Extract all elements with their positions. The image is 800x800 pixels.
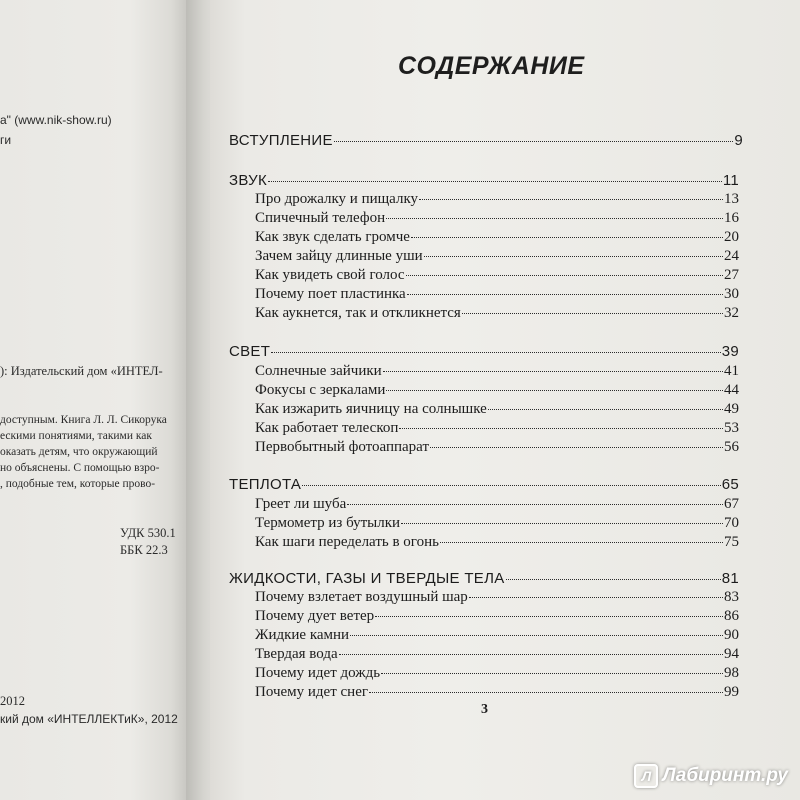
copyright-line: кий дом «ИНТЕЛЛЕКТиК», 2012 — [0, 712, 178, 726]
toc-item — [255, 227, 739, 247]
toc-page-number: 65 — [721, 476, 739, 493]
leader-dots — [375, 616, 723, 617]
leader-dots — [430, 447, 723, 448]
leader-dots — [407, 294, 723, 295]
watermark-text: Лабиринт.ру — [662, 765, 788, 786]
toc-item — [255, 265, 739, 285]
toc-page-number: 86 — [724, 608, 739, 624]
leader-dots — [369, 692, 723, 693]
leader-dots — [419, 199, 723, 200]
bbk-code: ББК 22.3 — [120, 543, 168, 557]
toc-page-number: 67 — [724, 496, 739, 512]
toc-page-number: 41 — [724, 363, 739, 379]
toc-page-number: 27 — [724, 267, 739, 283]
toc-page-number: 70 — [724, 515, 739, 531]
leader-dots — [386, 218, 723, 219]
annotation-line: , подобные тем, которые прово- — [0, 478, 156, 490]
leader-dots — [383, 371, 723, 372]
toc-item — [255, 189, 739, 209]
toc-item — [255, 418, 739, 438]
toc-page-number: 11 — [722, 172, 739, 189]
toc-page-number: 24 — [724, 248, 739, 264]
page-title: СОДЕРЖАНИЕ — [398, 52, 585, 80]
toc-item-label: Как аукнется, так и откликнется — [255, 305, 461, 321]
toc-item-label: Термометр из бутылки — [255, 515, 401, 531]
leader-dots — [302, 485, 720, 486]
toc-item — [255, 532, 739, 552]
toc-item — [255, 494, 739, 514]
publisher-line: ): Издательский дом «ИНТЕЛ- — [0, 364, 163, 378]
leader-dots — [440, 542, 723, 543]
toc-page-number: 75 — [724, 534, 739, 550]
toc-section-intro — [229, 131, 743, 151]
toc-page-number: 16 — [724, 210, 739, 226]
annotation-line: ескими понятиями, такими как — [0, 430, 152, 442]
leader-dots — [334, 141, 734, 142]
toc-page-number: 32 — [724, 305, 739, 321]
leader-dots — [406, 275, 723, 276]
toc-item-label: Греет ли шуба — [255, 496, 347, 512]
toc-section-matter — [229, 569, 739, 589]
toc-page-number: 13 — [724, 191, 739, 207]
labirint-watermark — [634, 764, 788, 788]
toc-item — [255, 606, 739, 626]
leader-dots — [399, 428, 723, 429]
toc-section-label: ВСТУПЛЕНИЕ — [229, 132, 333, 149]
toc-item-label: Почему поет пластинка — [255, 286, 406, 302]
toc-item — [255, 625, 739, 645]
left-text-line: ги — [0, 133, 12, 147]
toc-page-number: 30 — [724, 286, 739, 302]
toc-item-label: Как шаги переделать в огонь — [255, 534, 439, 550]
toc-section-light — [229, 342, 739, 362]
toc-item-label: Солнечные зайчики — [255, 363, 382, 379]
toc-item-label: Почему дует ветер — [255, 608, 375, 624]
toc-item-label: Фокусы с зеркалами — [255, 382, 386, 398]
leader-dots — [488, 409, 723, 410]
toc-page-number: 94 — [724, 646, 739, 662]
toc-item — [255, 682, 739, 702]
toc-item-label: Почему идет снег — [255, 684, 369, 700]
left-page — [0, 0, 186, 800]
toc-item-label: Как работает телескоп — [255, 420, 399, 436]
leader-dots — [381, 673, 723, 674]
leader-dots — [347, 504, 723, 505]
toc-page-number: 99 — [724, 684, 739, 700]
annotation-line: доступным. Книга Л. Л. Сикорука — [0, 414, 167, 426]
toc-page-number: 9 — [734, 132, 743, 149]
leader-dots — [462, 313, 723, 314]
folio-page-number: 3 — [481, 702, 488, 717]
toc-page-number: 56 — [724, 439, 739, 455]
toc-item-label: Зачем зайцу длинные уши — [255, 248, 423, 264]
toc-page-number: 53 — [724, 420, 739, 436]
toc-item-label: Твердая вода — [255, 646, 338, 662]
publisher-website-line: а" (www.nik-show.ru) — [0, 113, 112, 127]
toc-item — [255, 644, 739, 664]
right-page — [210, 0, 800, 800]
toc-item — [255, 587, 739, 607]
toc-item-label: Как звук сделать громче — [255, 229, 410, 245]
toc-page-number: 83 — [724, 589, 739, 605]
toc-item-label: Почему взлетает воздушный шар — [255, 589, 468, 605]
toc-item — [255, 437, 739, 457]
toc-item-label: Как увидеть свой голос — [255, 267, 405, 283]
leader-dots — [350, 635, 723, 636]
toc-item — [255, 303, 739, 323]
leader-dots — [469, 597, 723, 598]
leader-dots — [411, 237, 723, 238]
toc-item-label: Почему идет дождь — [255, 665, 381, 681]
toc-page-number: 98 — [724, 665, 739, 681]
toc-item-label: Первобытный фотоаппарат — [255, 439, 429, 455]
udk-code: УДК 530.1 — [120, 526, 176, 540]
toc-section-label: ТЕПЛОТА — [229, 476, 302, 493]
toc-item — [255, 246, 739, 266]
toc-item — [255, 284, 739, 304]
toc-item-label: Про дрожалку и пищалку — [255, 191, 419, 207]
toc-page-number: 20 — [724, 229, 739, 245]
toc-item — [255, 208, 739, 228]
toc-section-label: ЖИДКОСТИ, ГАЗЫ И ТВЕРДЫЕ ТЕЛА — [229, 570, 505, 587]
leader-dots — [401, 523, 723, 524]
toc-item — [255, 380, 739, 400]
toc-item — [255, 361, 739, 381]
toc-item — [255, 399, 739, 419]
annotation-line: но объяснены. С помощью взро- — [0, 462, 160, 474]
leader-dots — [386, 390, 723, 391]
toc-page-number: 39 — [721, 343, 739, 360]
toc-page-number: 44 — [724, 382, 739, 398]
toc-item-label: Жидкие камни — [255, 627, 350, 643]
toc-page-number: 90 — [724, 627, 739, 643]
annotation-line: оказать детям, что окружающий — [0, 446, 158, 458]
toc-section-heat — [229, 475, 739, 495]
toc-item — [255, 513, 739, 533]
toc-page-number: 81 — [721, 570, 739, 587]
toc-section-sound — [229, 171, 739, 191]
leader-dots — [339, 654, 723, 655]
toc-page-number: 49 — [724, 401, 739, 417]
copyright-year: 2012 — [0, 694, 25, 708]
toc-item-label: Как изжарить яичницу на солнышке — [255, 401, 487, 417]
leader-dots — [268, 181, 722, 182]
toc-item — [255, 663, 739, 683]
toc-section-label: ЗВУК — [229, 172, 268, 189]
toc-item-label: Спичечный телефон — [255, 210, 386, 226]
leader-dots — [271, 352, 720, 353]
leader-dots — [424, 256, 723, 257]
toc-section-label: СВЕТ — [229, 343, 271, 360]
leader-dots — [506, 579, 721, 580]
labirint-logo-icon: Л — [634, 764, 658, 788]
